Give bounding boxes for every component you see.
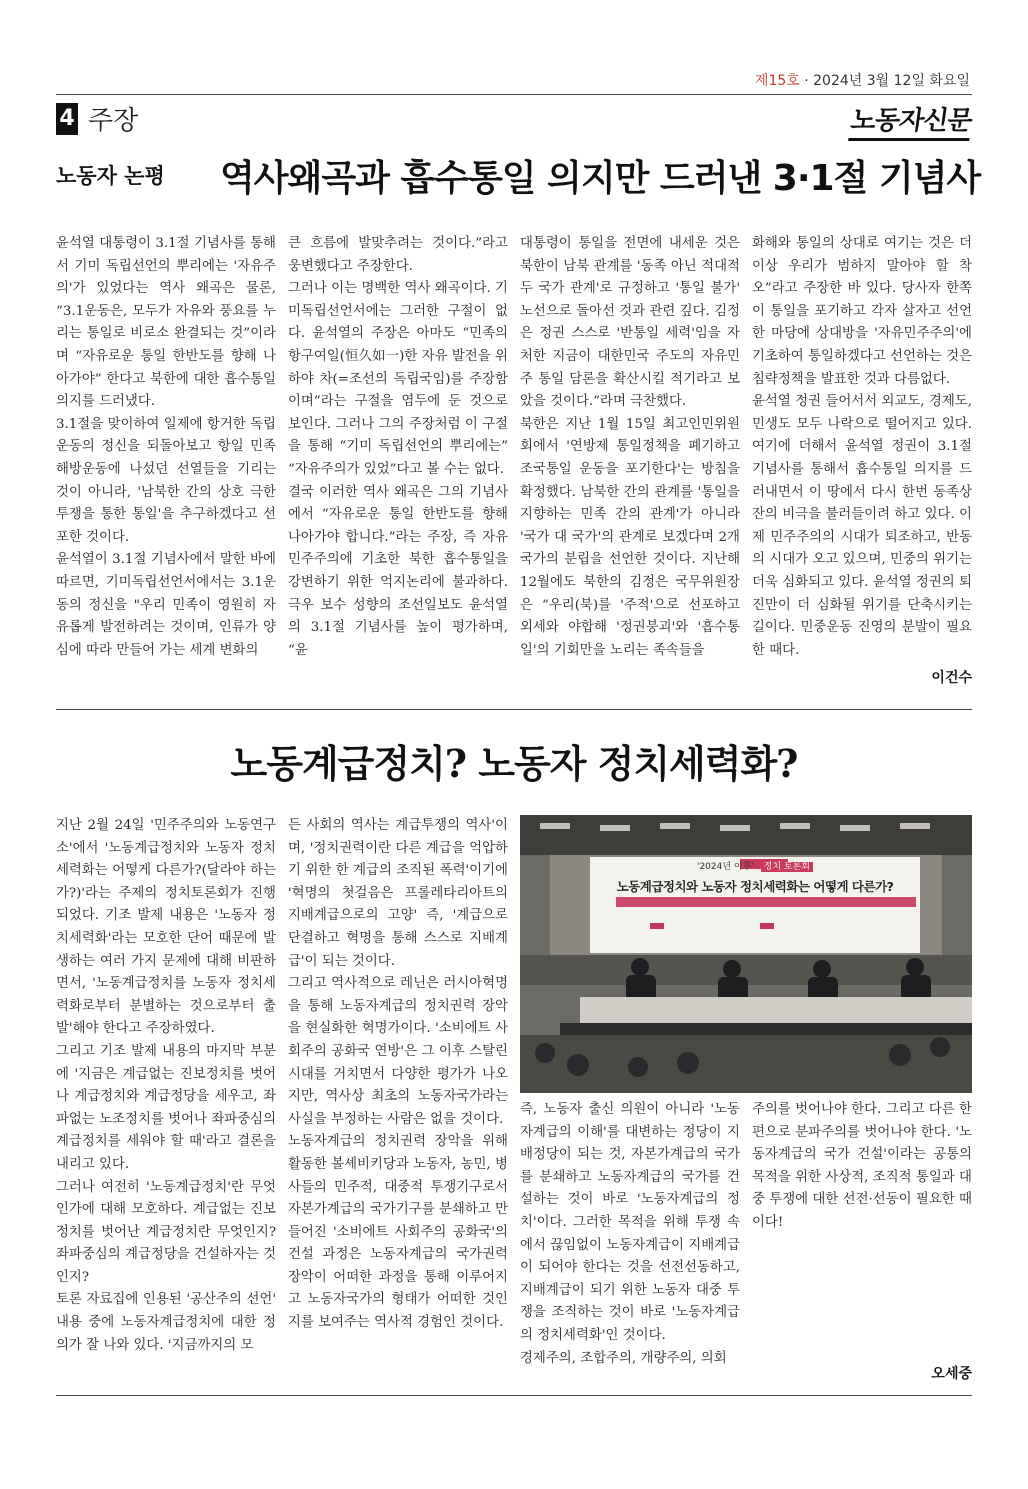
- banner-top-text: '2024년 이후': [696, 862, 754, 872]
- paragraph: 그러나 여전히 '노동계급정치'란 무엇인가에 대해 모호하다. 계급없는 진보정치를 벗어난 계급정치란 무엇인지? 좌파중심의 계급정당을 건설하자는 것인지?: [56, 1179, 276, 1285]
- forum-photo: [520, 815, 972, 1093]
- paragraph: 경제주의, 조합주의, 개량주의, 의회: [520, 1350, 727, 1366]
- issue-date: · 2024년 3월 12일 화요일: [799, 73, 970, 89]
- header-rule: [56, 94, 972, 95]
- article1-column-1: [56, 233, 276, 662]
- paragraph: 윤석열 대통령이 3.1절 기념사를 통해서 기미 독립선언의 뿌리에는 '자유주의'가 있었다는 역사 왜곡은 물론, “3.1운동은, 모두가 자유와 풍요를 누리는 통일로 비로소 완결되는 것”이라며 “자유로운 통일 한반도를 향해 나아가야” 한다고 북한에 대한 흡수통일 의지를 드러냈다.: [56, 236, 276, 410]
- banner-tag: 정치 토론회: [761, 862, 813, 872]
- paragraph: 즉, 노동자 출신 의원이 아니라 '노동자계급의 이해'를 대변하는 정당이 지배정당이 되는 것, 자본가계급의 국가를 분쇄하고 노동자계급의 국가를 건설하는 것이 바로 '노동자계급의 정치'이다. 그러한 목적을 위해 투쟁 속에서 끊임없이 노동자계급이 지배계급이 되어야 한다는 것을 선전선동하고, 지배계급이 되기 위한 노동자 대중 투쟁을 조직하는 것이 바로 '노동자계급의 정치세력화'인 것이다.: [520, 1102, 740, 1343]
- article2-column-3: [520, 1099, 740, 1370]
- paragraph: 윤석열이 3.1절 기념사에서 말한 바에 따르면, 기미독립선언서에서는 3.1운동의 정신을 "우리 민족이 영원히 자유롭게 발전하려는 것이며, 인류가 양심에 따라 만들어 가는 세계 변화의: [56, 552, 276, 658]
- paragraph: 지난 2월 24일 '민주주의와 노동연구소'에서 '노동계급정치와 노동자 정치세력화는 어떻게 다른가?(달라야 하는가?)'라는 주제의 정치토론회가 진행되었다. 기조 발제 내용은 '노동자 정치세력화'라는 모호한 단어 때문에 발생하는 여러 가지 문제에 대해 비판하면서, '노동계급정치를 노동자 정치세력화로부터 분별하는 것으로부터 출발'해야 한다고 주장하였다.: [56, 818, 276, 1037]
- article1-column-4: [752, 233, 972, 662]
- newspaper-logo: 노동자신문: [849, 100, 975, 141]
- paragraph: 결국 이러한 역사 왜곡은 그의 기념사에서 “자유로운 통일 한반도를 향해 나아가야 합니다.”라는 주장, 즉 자유민주주의에 기초한 북한 흡수통일을 강변하기 위한 억지논리에 불과하다. 극우 보수 성향의 조선일보도 윤석열의 3.1절 기념사를 높이 평가하며, “윤: [288, 484, 508, 658]
- article2-column-2: [288, 815, 508, 1335]
- paragraph: 토론 자료집에 인용된 '공산주의 선언' 내용 중에 노동자계급정치에 대한 정의가 잘 나와 있다. '지금까지의 모: [56, 1292, 276, 1353]
- paragraph: 주의를 벗어나야 한다. 그리고 다른 한편으로 분파주의를 벗어나야 한다. '노동자계급의 국가 건설'이라는 공통의 목적을 위한 사상적, 조직적 통일과 대중 투쟁에 대한 선전·선동이 필요한 때이다!: [752, 1102, 972, 1230]
- paragraph: 큰 흐름에 발맞추려는 것이다.”라고 웅변했다고 주장한다.: [288, 236, 508, 274]
- article1-headline: 역사왜곡과 흡수통일 의지만 드러낸 3·1절 기념사: [220, 158, 981, 199]
- paragraph: 북한은 지난 1월 15일 최고인민위원회에서 '연방제 통일정책을 폐기하고 조국통일 운동을 포기한다'는 방침을 확정했다. 남북한 간의 관계를 '통일을 지향하는 민족 간의 관계'가 아니라 '국가 대 국가'의 관계로 보겠다며 2개 국가의 분립을 선언한 것이다. 지난해 12월에도 북한의 김정은 국무위원장은 “우리(북)를 '주적'으로 선포하고 외세와 야합해 '정권붕괴'와 '흡수통일'의 기회만을 노리는 족속들을: [520, 416, 740, 658]
- issue-number: 제15호: [754, 73, 800, 89]
- article2-byline: 오세중: [931, 1366, 972, 1382]
- banner-title: 노동계급정치와 노동자 정치세력화는 어떻게 다른가?: [616, 879, 894, 894]
- article2-headline: 노동계급정치? 노동자 정치세력화?: [230, 741, 798, 786]
- paragraph: 화해와 통일의 상대로 여기는 것은 더 이상 우리가 범하지 말아야 할 착오”라고 주장한 바 있다. 당사자 한쪽이 통일을 포기하고 각자 살자고 선언한 마당에 상대방을 '자유민주주의'에 기초하여 통일하겠다고 선언하는 것은 침략정책을 발표한 것과 다름없다.: [752, 236, 972, 387]
- paragraph: 3.1절을 맞이하여 일제에 항거한 독립운동의 정신을 되돌아보고 항일 민족해방운동에 나섰던 선열들을 기리는 것이 아니라, '남북한 간의 상호 극한 투쟁을 통한 통일'을 추구하겠다고 선포한 것이다.: [56, 416, 276, 545]
- section-heading: [56, 100, 138, 137]
- paragraph: 그리고 기조 발제 내용의 마지막 부분에 '지금은 계급없는 진보정치를 벗어나 계급정치와 계급정당을 세우고, 좌파없는 노조정치를 벗어나 좌파중심의 계급정치를 세워야 할 때'라고 결론을 내리고 있다.: [56, 1043, 276, 1172]
- banner-subtitle: [590, 859, 920, 872]
- paragraph: 대통령이 통일을 전면에 내세운 것은 북한이 남북 관계를 '동족 아닌 적대적 두 국가 관계'로 규정하고 '통일 불가' 노선으로 돌아선 것과 관련 깊다. 김정은 정권 스스로 '반통일 세력'임을 자처한 지금이 대한민국 주도의 자유민주 통일 담론을 확산시킬 적기라고 보았을 것이다.”라며 극찬했다.: [520, 236, 740, 410]
- footer-rule: [56, 1395, 972, 1396]
- paragraph: 노동자계급의 정치권력 장악을 위해 활동한 볼셰비키당과 노동자, 농민, 병사들의 민주적, 대중적 투쟁기구로서 자본가계급의 국가기구를 분쇄하고 만들어진 '소비에트 사회주의 공화국'의 건설 과정은 노동자계급의 국가권력 장악이 어떠한 과정을 통해 이루어지고 노동자국가의 형태가 어떠한 것인지를 보여주는 역사적 경험인 것이다.: [288, 1134, 508, 1331]
- paragraph: 그러나 이는 명백한 역사 왜곡이다. 기미독립선언서에는 그러한 구절이 없다. 윤석열의 주장은 아마도 “민족의 항구여일(恒久如一)한 자유 발전을 위하야 차(=조선의 독립국임)를 주장함이며”라는 구절을 염두에 둔 것으로 보인다. 그러나 그의 주장처럼 이 구절을 통해 “기미 독립선언의 뿌리에는” “자유주의가 있었”다고 볼 수는 없다.: [288, 281, 508, 477]
- issue-date-line: [0, 70, 970, 90]
- article1-column-2: [288, 233, 508, 662]
- article-divider: [56, 709, 972, 710]
- article1-byline: 이건수: [931, 670, 972, 686]
- article2-column-4: [752, 1099, 972, 1235]
- paragraph: 든 사회의 역사는 계급투쟁의 역사'이며, '정치권력이란 다른 계급을 억압하기 위한 한 계급의 조직된 폭력'이기에 '혁명의 첫걸음은 프롤레타리아트의 지배계급으로의 고양' 즉, '계급으로 단결하고 혁명을 통해 스스로 지배계급'이 되는 것이다.: [288, 818, 508, 969]
- section-label: 주장: [88, 106, 139, 136]
- forum-photo-illustration: [520, 815, 972, 1093]
- article2-column-1: [56, 815, 276, 1357]
- article1-column-3: [520, 233, 740, 662]
- article1-kicker: 노동자 논평: [56, 164, 165, 188]
- paragraph: 그리고 역사적으로 레닌은 러시아혁명을 통해 노동자계급의 정치권력 장악을 현실화한 혁명가이다. '소비에트 사회주의 공화국 연방'은 그 이후 스탈린 시대를 거치면서 다양한 평가가 나오지만, 역사상 최초의 노동자국가라는 사실을 부정하는 사람은 없을 것이다.: [288, 976, 508, 1127]
- paragraph: 윤석열 정권 들어서서 외교도, 경제도, 민생도 모두 나락으로 떨어지고 있다. 여기에 더해서 윤석열 정권이 3.1절 기념사를 통해서 흡수통일 의지를 드러내면서 이 땅에서 다시 한번 동족상잔의 비극을 불러들이려 하고 있다. 이제 민주주의의 시대가 퇴조하고, 반동의 시대가 오고 있으며, 민중의 위기는 더욱 심화되고 있다. 윤석열 정권의 퇴진만이 더 심화될 위기를 단축시키는 길이다. 민중운동 진영의 분발이 필요한 때다.: [752, 394, 972, 658]
- section-number: 4: [56, 103, 78, 135]
